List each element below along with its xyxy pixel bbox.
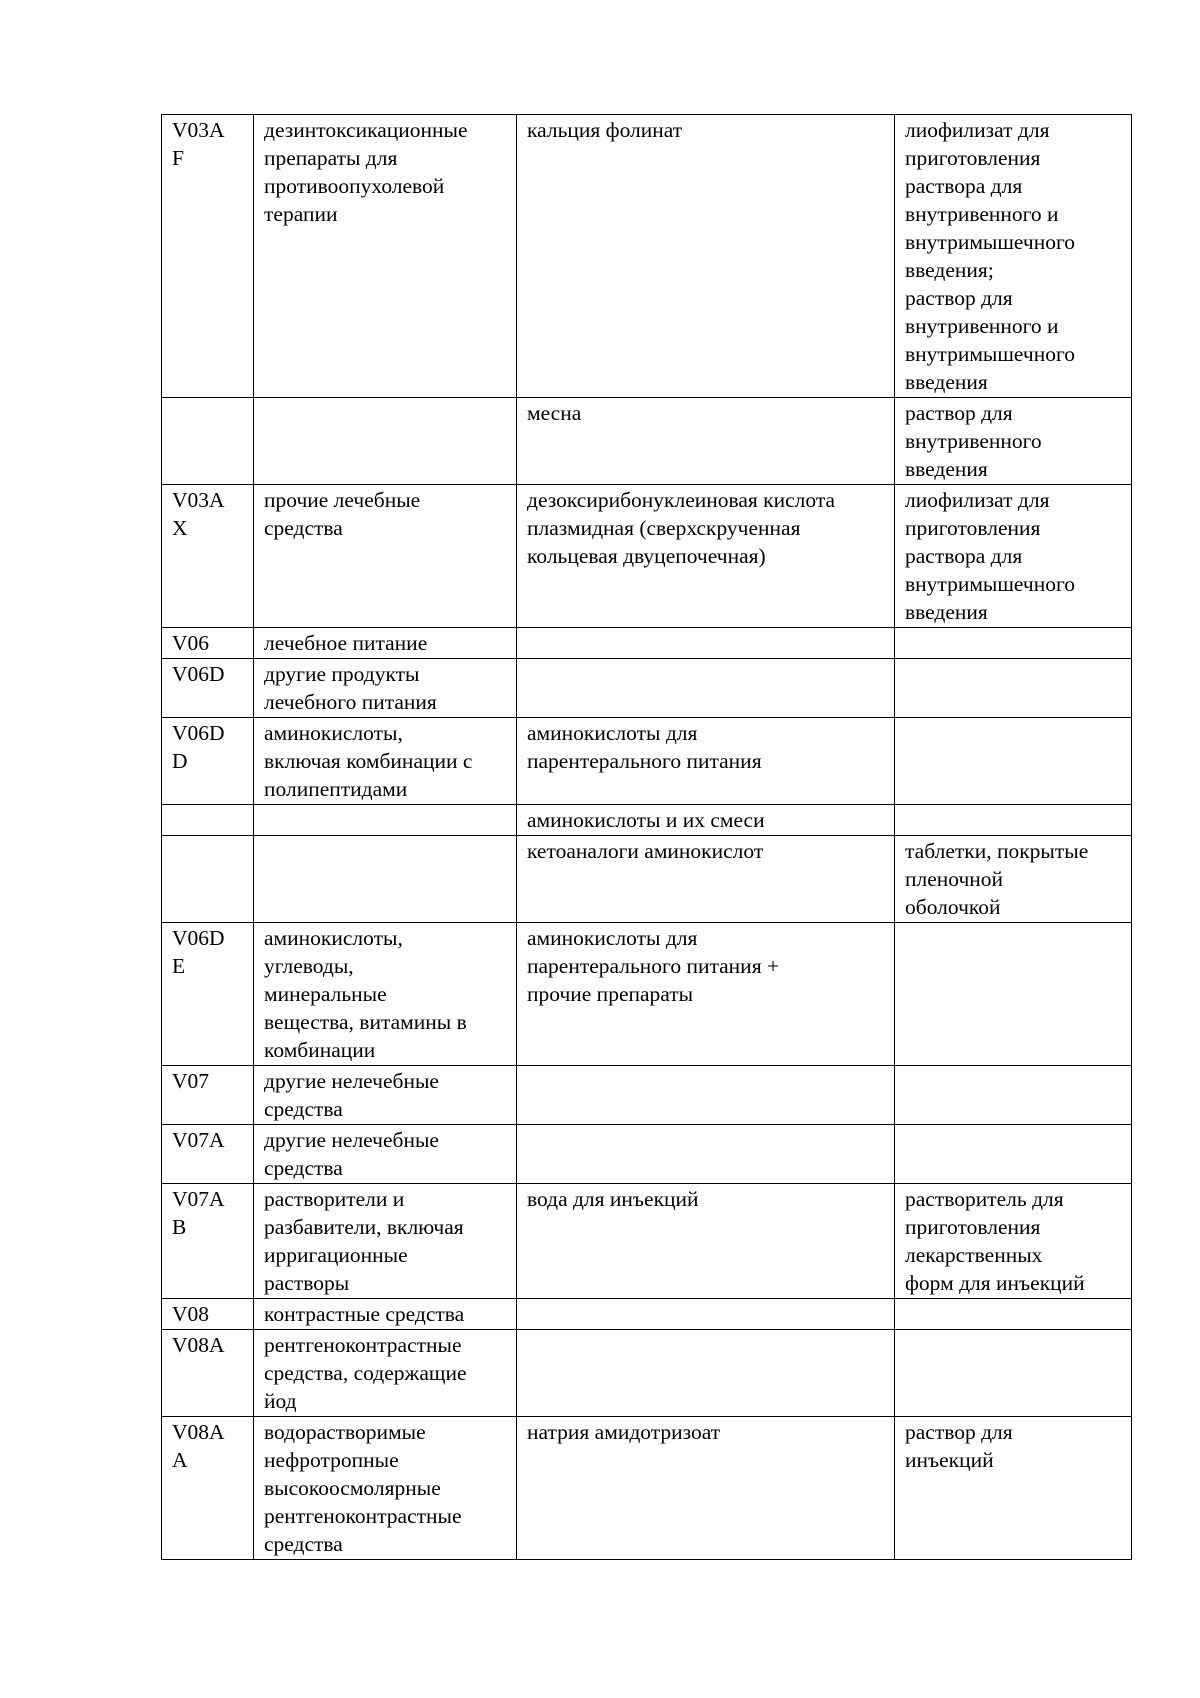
table-body <box>162 115 1132 1560</box>
cell-text-line: V06 <box>172 631 210 655</box>
cell-text-line: V06D <box>172 926 225 950</box>
atc-drug-table <box>161 114 1132 1560</box>
cell-text-line: высокоосмолярные <box>264 1476 441 1500</box>
atc-code-cell <box>162 628 254 659</box>
cell-text-line: раствор для <box>905 401 1013 425</box>
cell-text-line: D <box>172 749 188 773</box>
cell-text-line: оболочкой <box>905 895 1001 919</box>
drug-name-cell <box>517 923 895 1066</box>
drug-name-cell <box>517 836 895 923</box>
cell-text-line: раствор для <box>905 1420 1013 1444</box>
cell-text-line: внутримышечного <box>905 230 1076 254</box>
atc-code-cell <box>162 659 254 718</box>
table-row <box>162 659 1132 718</box>
cell-text-line: лечебного питания <box>264 690 437 714</box>
cell-text-line: A <box>172 1448 188 1472</box>
atc-code-cell <box>162 485 254 628</box>
cell-text-line: другие нелечебные <box>264 1069 439 1093</box>
cell-text-line: средства <box>264 1097 343 1121</box>
dosage-form-cell <box>895 718 1132 805</box>
cell-text-line: парентерального питания <box>527 749 762 773</box>
table-row <box>162 398 1132 485</box>
dosage-form-cell <box>895 1299 1132 1330</box>
table-row <box>162 628 1132 659</box>
drug-name-cell <box>517 1417 895 1560</box>
anatomical-therapeutic-group-cell <box>254 836 517 923</box>
cell-text-line: полипептидами <box>264 777 408 801</box>
table-row <box>162 1330 1132 1417</box>
drug-name-cell <box>517 1184 895 1299</box>
table-row <box>162 1066 1132 1125</box>
cell-text-line: введения <box>905 600 988 624</box>
cell-text-line: йод <box>264 1389 297 1413</box>
drug-name-cell <box>517 115 895 398</box>
table-row <box>162 923 1132 1066</box>
dosage-form-cell <box>895 628 1132 659</box>
atc-code-cell <box>162 923 254 1066</box>
cell-text-line: V07A <box>172 1128 225 1152</box>
dosage-form-cell <box>895 398 1132 485</box>
cell-text-line: B <box>172 1215 187 1239</box>
cell-text-line: углеводы, <box>264 954 354 978</box>
cell-text-line: аминокислоты, <box>264 721 403 745</box>
cell-text-line: растворы <box>264 1271 350 1295</box>
anatomical-therapeutic-group-cell <box>254 923 517 1066</box>
cell-text-line: контрастные средства <box>264 1302 465 1326</box>
cell-text-line: форм для инъекций <box>905 1271 1085 1295</box>
cell-text-line: разбавители, включая <box>264 1215 464 1239</box>
cell-text-line: введения <box>905 370 988 394</box>
cell-text-line: введения <box>905 457 988 481</box>
cell-text-line: растворитель для <box>905 1187 1064 1211</box>
anatomical-therapeutic-group-cell <box>254 659 517 718</box>
cell-text-line: приготовления <box>905 1215 1041 1239</box>
cell-text-line: аминокислоты для <box>527 926 698 950</box>
dosage-form-cell <box>895 1184 1132 1299</box>
cell-text-line: средства, содержащие <box>264 1361 467 1385</box>
cell-text-line: рентгеноконтрастные <box>264 1504 462 1528</box>
cell-text-line: V06D <box>172 721 225 745</box>
cell-text-line: раствора для <box>905 544 1023 568</box>
cell-text-line: V07A <box>172 1187 225 1211</box>
cell-text-line: приготовления <box>905 516 1041 540</box>
anatomical-therapeutic-group-cell <box>254 805 517 836</box>
dosage-form-cell <box>895 115 1132 398</box>
cell-text-line: внутривенного и <box>905 314 1059 338</box>
cell-text-line: вещества, витамины в <box>264 1010 467 1034</box>
cell-text-line: плазмидная (сверхскрученная <box>527 516 801 540</box>
cell-text-line: лекарственных <box>905 1243 1043 1267</box>
drug-name-cell <box>517 718 895 805</box>
cell-text-line: препараты для <box>264 146 398 170</box>
cell-text-line: противоопухолевой <box>264 174 445 198</box>
table-row <box>162 1125 1132 1184</box>
drug-name-cell <box>517 628 895 659</box>
cell-text-line: аминокислоты и их смеси <box>527 808 765 832</box>
cell-text-line: дезинтоксикационные <box>264 118 468 142</box>
cell-text-line: внутривенного и <box>905 202 1059 226</box>
dosage-form-cell <box>895 1066 1132 1125</box>
atc-code-cell <box>162 1417 254 1560</box>
cell-text-line: X <box>172 516 188 540</box>
cell-text-line: средства <box>264 1532 343 1556</box>
cell-text-line: минеральные <box>264 982 387 1006</box>
dosage-form-cell <box>895 485 1132 628</box>
cell-text-line: V08 <box>172 1302 210 1326</box>
cell-text-line: аминокислоты для <box>527 721 698 745</box>
cell-text-line: терапии <box>264 202 338 226</box>
anatomical-therapeutic-group-cell <box>254 1417 517 1560</box>
drug-name-cell <box>517 1125 895 1184</box>
anatomical-therapeutic-group-cell <box>254 1330 517 1417</box>
atc-code-cell <box>162 115 254 398</box>
atc-code-cell <box>162 1184 254 1299</box>
anatomical-therapeutic-group-cell <box>254 718 517 805</box>
cell-text-line: E <box>172 954 186 978</box>
drug-name-cell <box>517 659 895 718</box>
dosage-form-cell <box>895 923 1132 1066</box>
table-row <box>162 1184 1132 1299</box>
cell-text-line: V03A <box>172 488 225 512</box>
cell-text-line: введения; <box>905 258 994 282</box>
cell-text-line: V08A <box>172 1333 225 1357</box>
table-row <box>162 718 1132 805</box>
cell-text-line: аминокислоты, <box>264 926 403 950</box>
anatomical-therapeutic-group-cell <box>254 1125 517 1184</box>
cell-text-line: растворители и <box>264 1187 405 1211</box>
table-row <box>162 485 1132 628</box>
anatomical-therapeutic-group-cell <box>254 1066 517 1125</box>
cell-text-line: средства <box>264 1156 343 1180</box>
cell-text-line: другие нелечебные <box>264 1128 439 1152</box>
table-row <box>162 805 1132 836</box>
cell-text-line: парентерального питания + <box>527 954 780 978</box>
cell-text-line: месна <box>527 401 582 425</box>
cell-text-line: таблетки, покрытые <box>905 839 1089 863</box>
cell-text-line: рентгеноконтрастные <box>264 1333 462 1357</box>
atc-code-cell <box>162 1125 254 1184</box>
cell-text-line: средства <box>264 516 343 540</box>
dosage-form-cell <box>895 659 1132 718</box>
cell-text-line: раствора для <box>905 174 1023 198</box>
drug-name-cell <box>517 1299 895 1330</box>
anatomical-therapeutic-group-cell <box>254 485 517 628</box>
drug-name-cell <box>517 1066 895 1125</box>
anatomical-therapeutic-group-cell <box>254 1184 517 1299</box>
atc-code-cell <box>162 1066 254 1125</box>
cell-text-line: внутримышечного <box>905 342 1076 366</box>
dosage-form-cell <box>895 1330 1132 1417</box>
atc-code-cell <box>162 398 254 485</box>
cell-text-line: инъекций <box>905 1448 994 1472</box>
cell-text-line: V06D <box>172 662 225 686</box>
dosage-form-cell <box>895 805 1132 836</box>
cell-text-line: F <box>172 146 184 170</box>
cell-text-line: прочие лечебные <box>264 488 421 512</box>
cell-text-line: приготовления <box>905 146 1041 170</box>
atc-code-cell <box>162 805 254 836</box>
cell-text-line: включая комбинации с <box>264 749 473 773</box>
cell-text-line: внутримышечного <box>905 572 1076 596</box>
dosage-form-cell <box>895 1417 1132 1560</box>
cell-text-line: вода для инъекций <box>527 1187 699 1211</box>
cell-text-line: V08A <box>172 1420 225 1444</box>
drug-name-cell <box>517 485 895 628</box>
cell-text-line: раствор для <box>905 286 1013 310</box>
drug-name-cell <box>517 805 895 836</box>
atc-code-cell <box>162 836 254 923</box>
cell-text-line: пленочной <box>905 867 1004 891</box>
atc-code-cell <box>162 1330 254 1417</box>
cell-text-line: комбинации <box>264 1038 376 1062</box>
table-row <box>162 1417 1132 1560</box>
cell-text-line: лечебное питание <box>264 631 428 655</box>
anatomical-therapeutic-group-cell <box>254 398 517 485</box>
anatomical-therapeutic-group-cell <box>254 1299 517 1330</box>
cell-text-line: V03A <box>172 118 225 142</box>
cell-text-line: кальция фолинат <box>527 118 683 142</box>
cell-text-line: внутривенного <box>905 429 1042 453</box>
cell-text-line: ирригационные <box>264 1243 408 1267</box>
atc-code-cell <box>162 718 254 805</box>
cell-text-line: натрия амидотризоат <box>527 1420 721 1444</box>
cell-text-line: лиофилизат для <box>905 118 1050 142</box>
cell-text-line: кольцевая двуцепочечная) <box>527 544 766 568</box>
table-row <box>162 115 1132 398</box>
anatomical-therapeutic-group-cell <box>254 628 517 659</box>
drug-name-cell <box>517 398 895 485</box>
cell-text-line: водорастворимые <box>264 1420 426 1444</box>
cell-text-line: другие продукты <box>264 662 420 686</box>
cell-text-line: лиофилизат для <box>905 488 1050 512</box>
drug-name-cell <box>517 1330 895 1417</box>
anatomical-therapeutic-group-cell <box>254 115 517 398</box>
cell-text-line: прочие препараты <box>527 982 694 1006</box>
cell-text-line: V07 <box>172 1069 210 1093</box>
table-row <box>162 1299 1132 1330</box>
atc-code-cell <box>162 1299 254 1330</box>
cell-text-line: дезоксирибонуклеиновая кислота <box>527 488 836 512</box>
dosage-form-cell <box>895 1125 1132 1184</box>
cell-text-line: нефротропные <box>264 1448 399 1472</box>
dosage-form-cell <box>895 836 1132 923</box>
table-row <box>162 836 1132 923</box>
cell-text-line: кетоаналоги аминокислот <box>527 839 764 863</box>
